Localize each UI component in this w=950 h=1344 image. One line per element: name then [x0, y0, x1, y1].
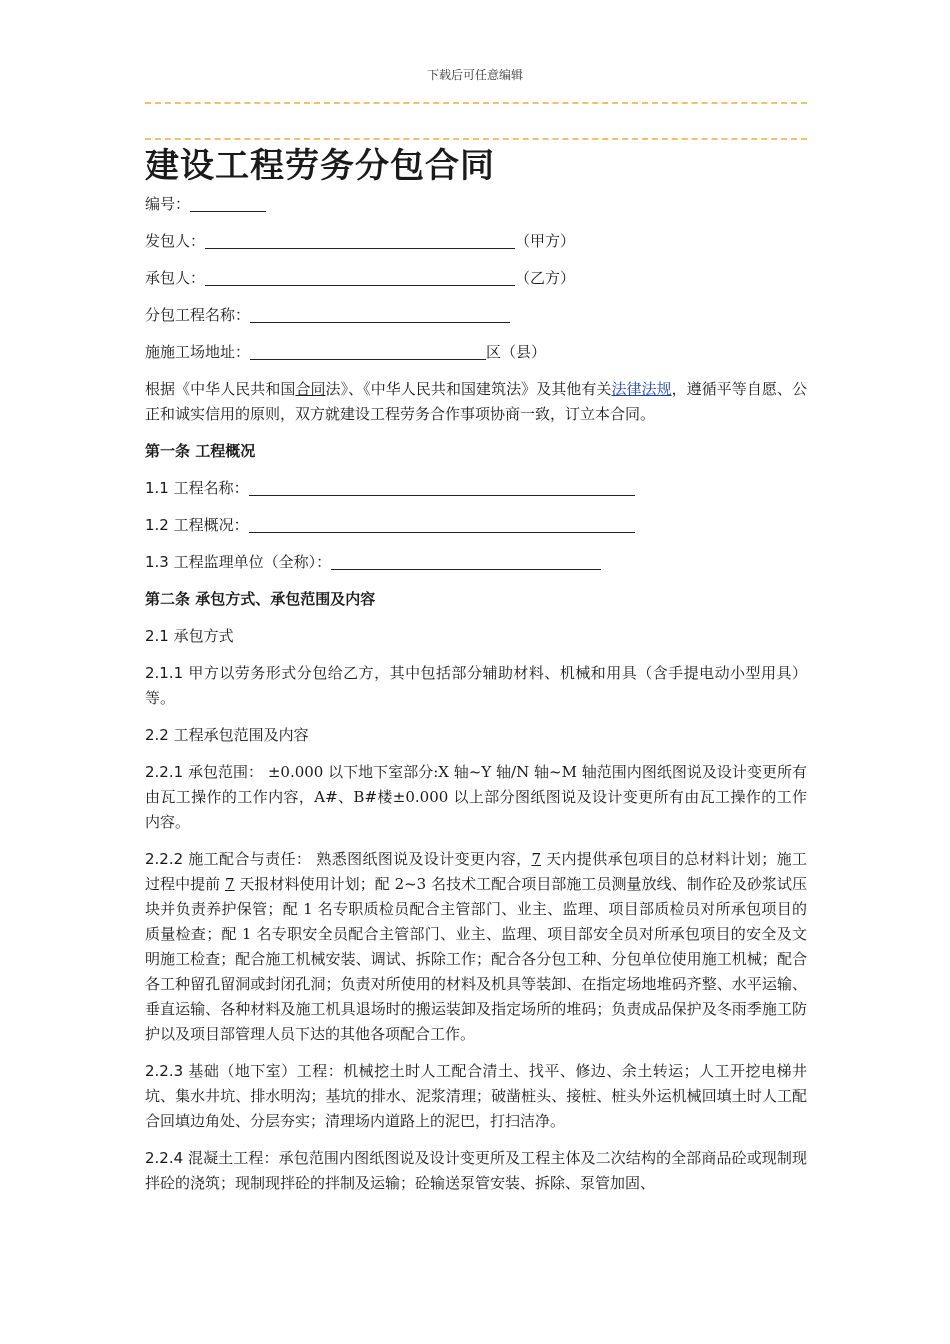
section-2-2-1 [145, 760, 807, 835]
section-2-2-3-number: 2.2.3 [145, 1062, 184, 1080]
employer-suffix: （甲方） [515, 232, 576, 250]
section-2-1 [145, 624, 807, 661]
section-2-2 [145, 723, 807, 760]
site-address-line [145, 340, 807, 377]
section-2-1-1 [145, 661, 807, 711]
contract-number-label: 编号： [145, 195, 191, 213]
article-2-heading: 第二条 承包方式、承包范围及内容 [145, 590, 376, 608]
section-2-2-number: 2.2 [145, 726, 169, 744]
employer-label: 发包人： [145, 232, 206, 250]
section-2-2-text: 工程承包范围及内容 [168, 726, 309, 744]
item-1-2-number: 1.2 [145, 516, 169, 534]
section-2-1-text: 承包方式 [168, 627, 234, 645]
site-address-label: 施施工场地址： [145, 343, 251, 361]
contractor-suffix: （乙方） [515, 269, 576, 287]
section-2-2-1-text: 承包范围： ±0.000 以下地下室部分:X 轴~Y 轴/N 轴~M 轴范围内图纸图说及设计变更所有由瓦工操作的工作内容，A#、B#楼±0.000 以上部分图纸图说及设计变更所有由瓦工操作的工作内容。 [145, 763, 807, 831]
header-divider-top [145, 102, 807, 104]
plan-days-value: 7 [531, 850, 542, 868]
laws-regulations-link[interactable]: 法律法规 [611, 380, 672, 398]
contract-number-line [145, 192, 807, 229]
project-name-blank[interactable] [250, 304, 510, 323]
item-1-2-label: 工程概况： [168, 516, 249, 534]
item-1-3-number: 1.3 [145, 553, 169, 571]
section-2-2-2 [145, 847, 807, 1047]
section-2-1-1-text: 甲方以劳务形式分包给乙方，其中包括部分辅助材料、机械和用具（含手提电动小型用具）等。 [145, 664, 807, 707]
section-2-2-4-text: 混凝土工程：承包范围内图纸图说及设计变更所及工程主体及二次结构的全部商品砼或现制现拌砼的浇筑；现制现拌砼的拌制及运输；砼输送泵管安装、拆除、泵管加固、 [145, 1149, 807, 1192]
section-2-2-2-number: 2.2.2 [145, 850, 184, 868]
site-address-suffix: 区（县） [486, 343, 547, 361]
section-2-2-4-number: 2.2.4 [145, 1149, 184, 1167]
contract-number-blank[interactable] [190, 193, 266, 212]
contract-law-link[interactable]: 合同 [295, 380, 326, 398]
item-1-2-blank[interactable] [249, 514, 635, 533]
contractor-label: 承包人： [145, 269, 206, 287]
document-title: 建设工程劳务分包合同 [145, 146, 495, 186]
section-2-2-1-number: 2.2.1 [145, 763, 184, 781]
site-address-blank[interactable] [250, 341, 486, 360]
preamble-text-2: 法》、《中华人民共和国建筑法》及其他有关 [325, 380, 612, 398]
item-1-1-label: 工程名称： [168, 479, 249, 497]
item-1-1-number: 1.1 [145, 479, 169, 497]
section-2-2-3 [145, 1059, 807, 1134]
section-2-2-4 [145, 1146, 807, 1196]
section-2-2-2-text-a: 施工配合与责任： 熟悉图纸图说及设计变更内容， [183, 850, 532, 868]
preamble-paragraph [145, 377, 807, 427]
preamble-text-3: ，遵循平等自愿、公正和诚实信用的原则，双方就建设工程劳务合作事项协商一致，订立本合同。 [145, 380, 807, 423]
report-days-value: 7 [225, 875, 235, 893]
employer-blank[interactable] [205, 230, 515, 249]
item-1-3-label: 工程监理单位（全称）： [168, 553, 332, 571]
preamble-text-1: 根据《中华人民共和国 [145, 380, 296, 398]
document-body [145, 140, 807, 1208]
contractor-line [145, 266, 807, 303]
article-1-heading: 第一条 工程概况 [145, 442, 256, 460]
item-1-3-blank[interactable] [331, 551, 601, 570]
project-name-label: 分包工程名称： [145, 306, 251, 324]
employer-line [145, 229, 807, 266]
item-1-1-blank[interactable] [249, 477, 635, 496]
section-2-1-1-number: 2.1.1 [145, 664, 184, 682]
item-1-2 [145, 513, 807, 550]
section-2-2-2-text-b: 天内提供承包项目的总材料计划；施工过程中提前 [145, 850, 807, 893]
item-1-3 [145, 550, 807, 587]
item-1-1 [145, 476, 807, 513]
contractor-blank[interactable] [205, 267, 515, 286]
section-2-2-2-text-c: 天报材料使用计划；配 2~3 名技术工配合项目部施工员测量放线、制作砼及砂浆试压块并负责养护保管；配 1 名专职质检员配合主管部门、业主、监理、项目部质检员对所承包项目的质量检查；配 1 名专职安全员配合主管部门、业主、监理、项目部安全员对所承包项目的安全及文明施工检查；配合施工机械安装、调试、拆除工作；配合各分包工种、分包单位使用施工机械；配合各工种留孔留洞或封闭孔洞；负责对所使用的材料及机具等装卸、在指定场地堆码齐整、水平运输、垂直运输、各种材料及施工机具退场时的搬运装卸及指定场所的堆码；负责成品保护及冬雨季施工防护以及项目部管理人员下达的其他各项配合工作。 [145, 875, 807, 1043]
project-name-line [145, 303, 807, 340]
section-2-1-number: 2.1 [145, 627, 169, 645]
section-2-2-3-text: 基础（地下室）工程：机械挖土时人工配合清土、找平、修边、余土转运；人工开挖电梯井坑、集水井坑、排水明沟；基坑的排水、泥浆清理；破凿桩头、接桩、桩头外运机械回填土时人工配合回填边角处、分层夯实；清理场内道路上的泥巴，打扫洁净。 [145, 1062, 807, 1130]
header-note: 下载后可任意编辑 [426, 68, 523, 82]
